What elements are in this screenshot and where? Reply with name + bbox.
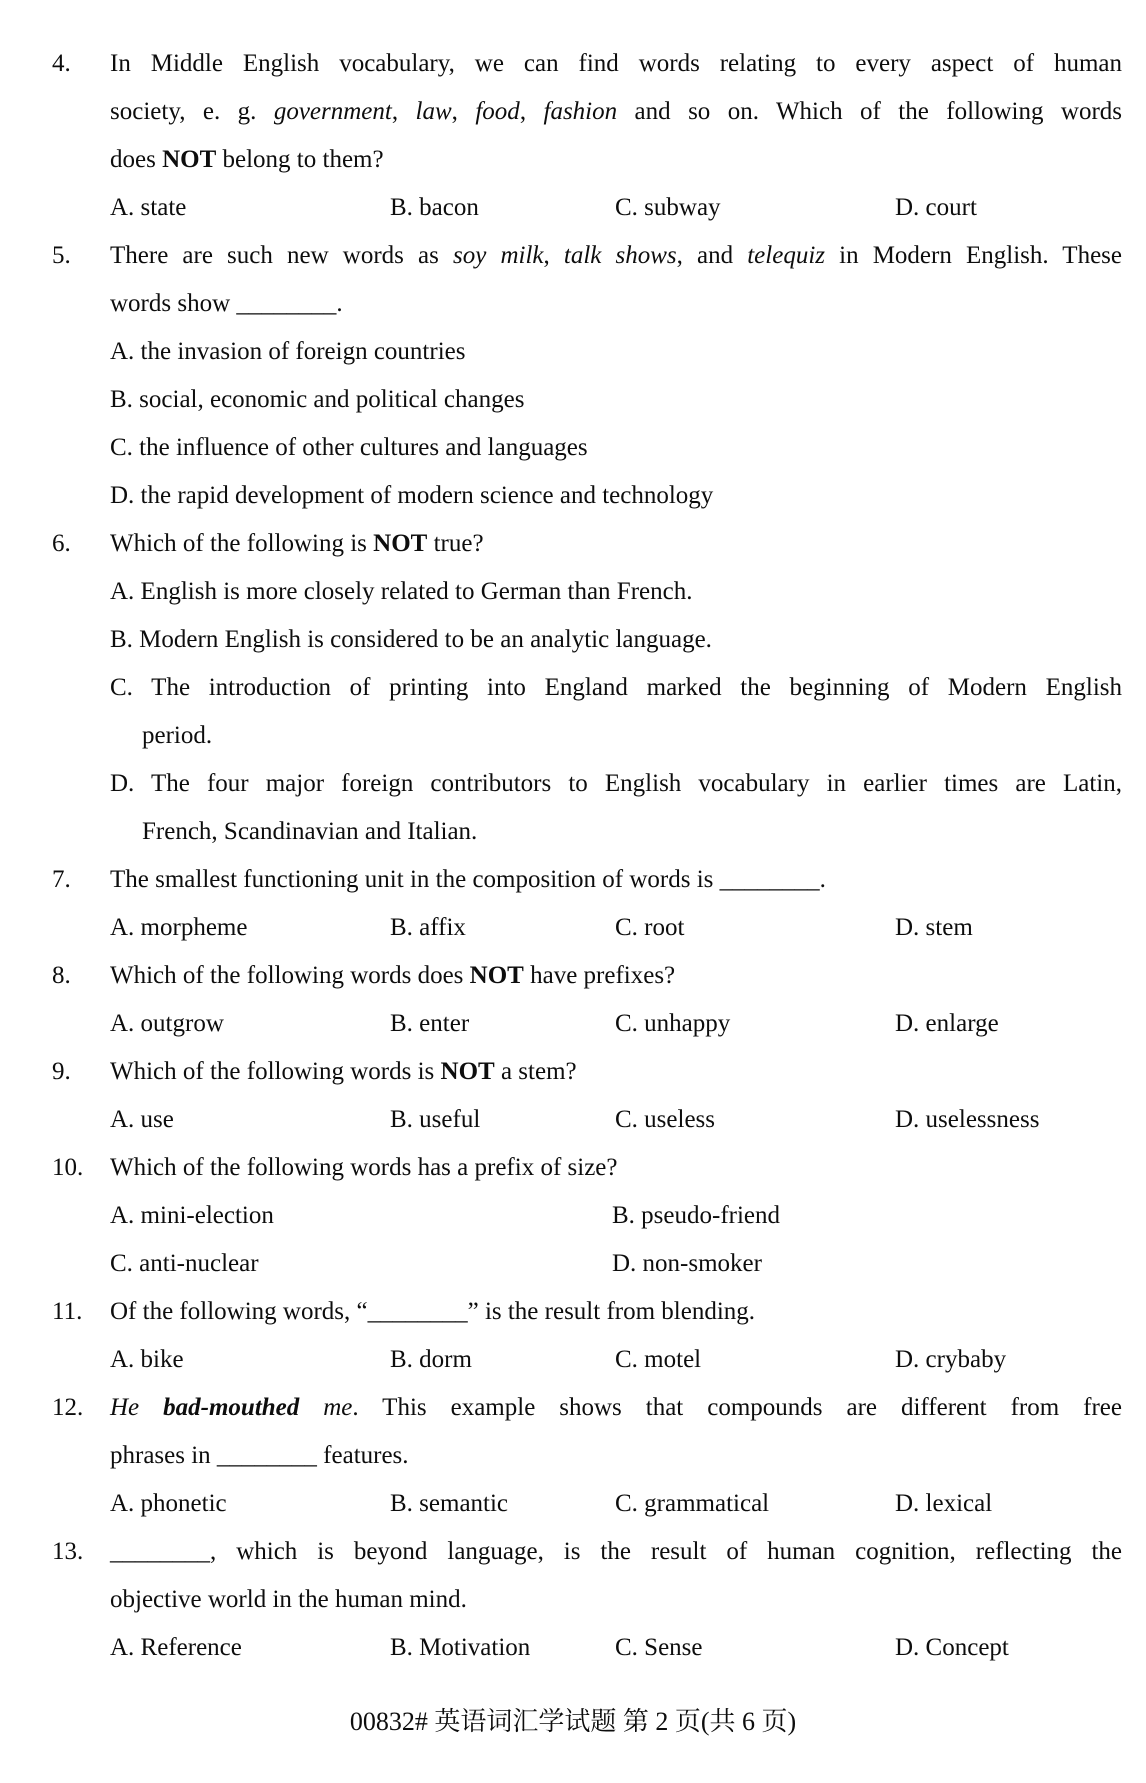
text-run: me <box>323 1394 353 1421</box>
question-content <box>110 952 1122 1048</box>
text-run: food <box>475 98 520 125</box>
option: C. subway <box>615 194 721 221</box>
text-run: NOT <box>373 530 428 557</box>
text-run: soy milk <box>452 242 544 269</box>
text-run: A. English is more closely related to German than French. <box>110 578 693 605</box>
options-row <box>110 184 1122 232</box>
option: A. use <box>110 1106 174 1133</box>
text-run: D. the rapid development of modern science and technology <box>110 482 714 509</box>
option-line <box>110 808 1122 856</box>
text-run: C. the influence of other cultures and languages <box>110 434 588 461</box>
question-text-line <box>110 1384 1122 1432</box>
text-run <box>139 1394 163 1421</box>
text-run: telequiz <box>747 242 825 269</box>
option: D. enlarge <box>895 1010 999 1037</box>
option-line <box>110 376 1122 424</box>
text-run: In Middle English vocabulary, we can find words relating to every aspect of human <box>110 50 1122 77</box>
option: C. root <box>615 914 685 941</box>
question-text-line <box>110 88 1122 136</box>
question <box>52 1288 1122 1384</box>
option: D. crybaby <box>895 1346 1007 1373</box>
question-content <box>110 520 1122 856</box>
option: C. unhappy <box>615 1010 731 1037</box>
option <box>110 568 1122 616</box>
text-run: in Modern English. These <box>825 242 1122 269</box>
text-run: , and <box>676 242 748 269</box>
question <box>52 1048 1122 1144</box>
question <box>52 520 1122 856</box>
options-row <box>110 1240 1122 1288</box>
question-number: 8. <box>52 962 71 989</box>
question-content <box>110 1144 1122 1288</box>
option: D. uselessness <box>895 1106 1040 1133</box>
text-run: B. Modern English is considered to be an analytic language. <box>110 626 712 653</box>
option-line <box>110 712 1122 760</box>
question-text-line <box>110 136 1122 184</box>
option: D. stem <box>895 914 973 941</box>
text-run: have prefixes? <box>523 962 676 989</box>
text-run: There are such new words as <box>110 242 453 269</box>
text-run: NOT <box>162 146 217 173</box>
text-run: Of the following words, “________” is the result from blending. <box>110 1298 756 1325</box>
question-content <box>110 856 1122 952</box>
text-run: Which of the following words has a prefix of size? <box>110 1154 618 1181</box>
question <box>52 1528 1122 1672</box>
question-number: 11. <box>52 1298 83 1325</box>
option: D. court <box>895 194 977 221</box>
question-text-line <box>110 280 1122 328</box>
text-run: , <box>543 242 564 269</box>
text-run: Which of the following is <box>110 530 374 557</box>
text-run: society, e. g. <box>110 98 274 125</box>
option <box>110 328 1122 376</box>
option <box>110 616 1122 664</box>
text-run: does <box>110 146 163 173</box>
option: C. motel <box>615 1346 702 1373</box>
question-text-line <box>110 1144 1122 1192</box>
option: D. non-smoker <box>612 1250 762 1277</box>
option: B. dorm <box>390 1346 472 1373</box>
option-line <box>110 616 1122 664</box>
question-text-line <box>110 40 1122 88</box>
question-number: 9. <box>52 1058 71 1085</box>
question-text-line <box>110 1048 1122 1096</box>
option-line <box>110 568 1122 616</box>
question-text-line <box>110 856 1122 904</box>
question-content <box>110 40 1122 232</box>
text-run: objective world in the human mind. <box>110 1586 467 1613</box>
question-content <box>110 1528 1122 1672</box>
question-number: 6. <box>52 530 71 557</box>
question-text-line <box>110 520 1122 568</box>
text-run: words show ________. <box>110 290 343 317</box>
question-number: 10. <box>52 1154 84 1181</box>
option: A. phonetic <box>110 1490 227 1517</box>
option: A. mini-election <box>110 1202 274 1229</box>
option: B. affix <box>390 914 466 941</box>
text-run: A. the invasion of foreign countries <box>110 338 466 365</box>
page-footer: 00832# 英语词汇学试题 第 2 页(共 6 页) <box>349 1707 797 1736</box>
text-run: Which of the following words is <box>110 1058 441 1085</box>
question-text-line <box>110 1576 1122 1624</box>
option-line <box>110 424 1122 472</box>
question-content <box>110 1384 1122 1528</box>
text-run <box>299 1394 323 1421</box>
text-run: French, Scandinavian and Italian. <box>142 818 478 845</box>
option: C. Sense <box>615 1634 703 1661</box>
option <box>110 664 1122 760</box>
text-run: The smallest functioning unit in the composition of words is ________. <box>110 866 826 893</box>
options-row <box>110 904 1122 952</box>
text-run: , <box>451 98 476 125</box>
question-text-line <box>110 1528 1122 1576</box>
option-line <box>110 328 1122 376</box>
question-content <box>110 1048 1122 1144</box>
text-run: phrases in ________ features. <box>110 1442 409 1469</box>
text-run: He <box>110 1394 140 1421</box>
option: D. lexical <box>895 1490 993 1517</box>
option: B. enter <box>390 1010 470 1037</box>
option <box>110 424 1122 472</box>
option-line <box>110 472 1122 520</box>
options-row <box>110 1624 1122 1672</box>
question-content <box>110 232 1122 520</box>
question-text-line <box>110 952 1122 1000</box>
text-run: law <box>415 98 452 125</box>
text-run: true? <box>427 530 484 557</box>
option: A. morpheme <box>110 914 248 941</box>
option: C. grammatical <box>615 1490 770 1517</box>
text-run: Which of the following words does <box>110 962 470 989</box>
option: A. state <box>110 194 187 221</box>
options-row <box>110 1096 1122 1144</box>
option: B. pseudo-friend <box>612 1202 781 1229</box>
question-content <box>110 1288 1122 1384</box>
option <box>110 376 1122 424</box>
text-run: a stem? <box>494 1058 577 1085</box>
question <box>52 232 1122 520</box>
question <box>52 856 1122 952</box>
text-run: government <box>273 98 392 125</box>
option: D. Concept <box>895 1634 1009 1661</box>
text-run: , <box>391 98 416 125</box>
text-run: D. The four major foreign contributors to English vocabulary in earlier times are Latin, <box>110 770 1122 797</box>
text-run: C. The introduction of printing into England marked the beginning of Modern English <box>110 674 1122 701</box>
text-run: NOT <box>469 962 524 989</box>
text-run: . This example shows that compounds are different from free <box>352 1394 1122 1421</box>
text-run: bad-mouthed <box>163 1394 300 1421</box>
question-number: 12. <box>52 1394 84 1421</box>
question <box>52 40 1123 232</box>
options-row <box>110 1336 1122 1384</box>
question-list <box>52 40 1123 1672</box>
option-line <box>110 760 1122 808</box>
option: B. semantic <box>390 1490 509 1517</box>
option: A. bike <box>110 1346 184 1373</box>
option: A. Reference <box>110 1634 242 1661</box>
text-run: period. <box>142 722 213 749</box>
text-run: B. social, economic and political changes <box>110 386 525 413</box>
option: B. Motivation <box>390 1634 531 1661</box>
option: B. useful <box>390 1106 481 1133</box>
options-row <box>110 1000 1122 1048</box>
question <box>52 1384 1122 1528</box>
option: C. useless <box>615 1106 715 1133</box>
question <box>52 952 1122 1048</box>
text-run: NOT <box>440 1058 495 1085</box>
text-run: talk shows <box>563 242 677 269</box>
question-number: 7. <box>52 866 71 893</box>
option <box>110 472 1122 520</box>
text-run: , <box>519 98 544 125</box>
options-row <box>110 1480 1122 1528</box>
option <box>110 760 1122 856</box>
text-run: and so on. Which of the following words <box>617 98 1123 125</box>
option: B. bacon <box>390 194 479 221</box>
text-run: ________, which is beyond language, is the result of human cognition, reflecting the <box>110 1538 1122 1565</box>
question-number: 4. <box>52 50 71 77</box>
text-run: fashion <box>543 98 618 125</box>
options-row <box>110 1192 1122 1240</box>
question-text-line <box>110 232 1122 280</box>
option-line <box>110 664 1122 712</box>
question-number: 13. <box>52 1538 84 1565</box>
option: C. anti-nuclear <box>110 1250 259 1277</box>
text-run: belong to them? <box>216 146 384 173</box>
question <box>52 1144 1122 1288</box>
option: A. outgrow <box>110 1010 224 1037</box>
question-number: 5. <box>52 242 71 269</box>
question-text-line <box>110 1288 1122 1336</box>
question-text-line <box>110 1432 1122 1480</box>
